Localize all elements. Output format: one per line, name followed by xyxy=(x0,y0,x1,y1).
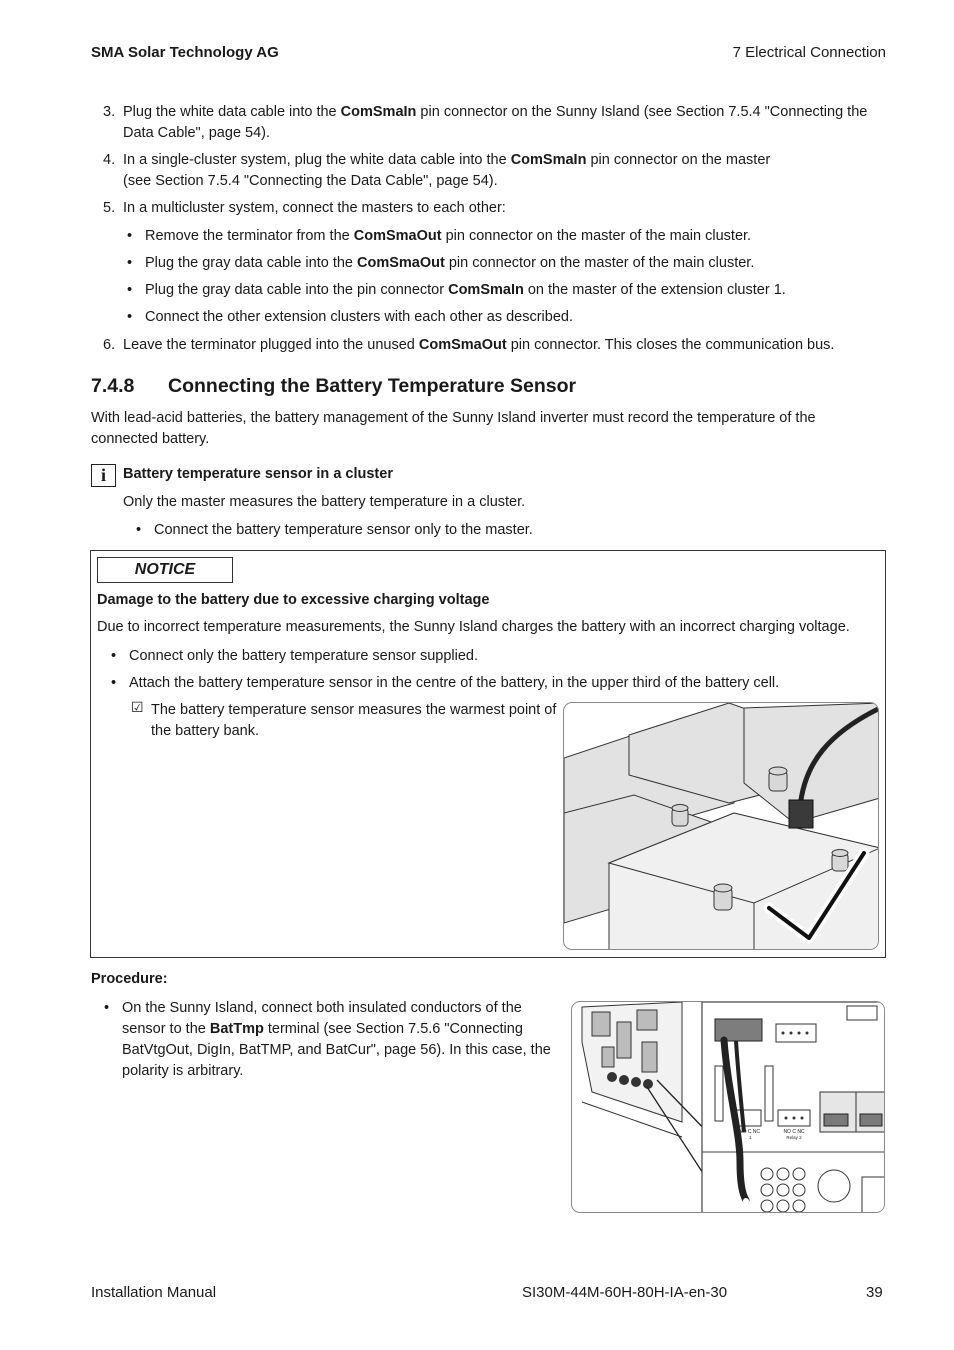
step-text: In a multicluster system, connect the masters to each other: xyxy=(123,200,506,216)
terminal-connection-illustration xyxy=(571,1001,885,1213)
substep-keyword: ComSmaOut xyxy=(357,255,445,271)
bullet-dot: • xyxy=(111,675,117,691)
section-title: Connecting the Battery Temperature Sensor xyxy=(168,375,577,397)
step-number: 5. xyxy=(103,200,116,216)
bullet-dot: • xyxy=(136,522,142,538)
info-bullet xyxy=(136,520,836,541)
battery-sensor-illustration xyxy=(563,702,879,950)
substep-keyword: ComSmaIn xyxy=(448,282,524,298)
notice-bullet-2 xyxy=(111,673,871,694)
substep-4 xyxy=(127,307,887,328)
procedure-bullet xyxy=(104,998,554,1082)
substep-text: pin connector on the master of the main cluster. xyxy=(441,228,752,244)
section-heading xyxy=(91,375,576,398)
substep-text: Remove the terminator from the xyxy=(145,228,354,244)
step-5 xyxy=(91,198,891,219)
substep-keyword: ComSmaOut xyxy=(353,228,442,244)
substep-1 xyxy=(127,226,887,247)
procedure-text: On the Sunny Island, connect both insulated conductors of the sensor to the xyxy=(122,1000,522,1037)
notice-label: NOTICE xyxy=(97,557,233,583)
procedure-keyword: BatTmp xyxy=(209,1021,264,1037)
step-text: (see Section 7.5.4 "Connecting the Data Cable", page 54). xyxy=(123,173,498,189)
footer-document-id: SI30M-44M-60H-80H-IA-en-30 xyxy=(522,1284,728,1301)
relay-2-terminal-label: NO C NC xyxy=(783,1129,805,1135)
procedure-text: terminal (see Section 7.5.6 "Connecting BatVtgOut, DigIn, BatTMP, and BatCur", page 56). In this case, the polarity is arbitrary. xyxy=(122,1021,551,1079)
notice-bullet-text: Connect only the battery temperature sensor supplied. xyxy=(129,648,479,664)
step-text: Plug the white data cable into the xyxy=(123,104,341,120)
notice-title: Damage to the battery due to excessive charging voltage xyxy=(97,592,490,608)
bullet-dot: • xyxy=(127,255,133,271)
step-text: pin connector on the master xyxy=(586,152,771,168)
procedure-title: Procedure: xyxy=(91,971,168,987)
step-number: 6. xyxy=(103,337,116,353)
battery-diagram xyxy=(564,703,879,950)
step-3 xyxy=(91,102,891,144)
info-text: Only the master measures the battery temperature in a cluster. xyxy=(123,494,526,510)
step-keyword: ComSmaOut xyxy=(418,337,507,353)
bullet-dot: • xyxy=(127,228,133,244)
bullet-dot: • xyxy=(127,282,133,298)
section-number: 7.4.8 xyxy=(91,375,135,397)
step-text: pin connector. This closes the communication bus. xyxy=(506,337,835,353)
step-6 xyxy=(91,335,891,356)
notice-bullet-1 xyxy=(111,646,871,667)
footer-manual: Installation Manual xyxy=(91,1284,217,1301)
relay-1-terminal-label: NO C NC xyxy=(739,1129,761,1135)
step-text: pin connector on the Sunny Island (see Section 7.5.4 "Connecting the Data Cable", page 54). xyxy=(123,104,868,141)
relay-2-caption: Relay 2 xyxy=(786,1135,802,1140)
notice-bullet-text: Attach the battery temperature sensor in the centre of the battery, in the upper third of the battery cell. xyxy=(129,675,780,691)
step-text: Leave the terminator plugged into the unused xyxy=(123,337,419,353)
step-text: In a single-cluster system, plug the white data cable into the xyxy=(123,152,511,168)
notice-text: Due to incorrect temperature measurements, the Sunny Island charges the battery with an incorrect charging voltage. xyxy=(97,619,850,635)
substep-text: Plug the gray data cable into the pin connector xyxy=(145,282,449,298)
terminal-diagram xyxy=(572,1002,885,1213)
notice-result: The battery temperature sensor measures the warmest point of the battery bank. xyxy=(151,702,557,739)
step-4 xyxy=(91,150,891,192)
substep-3 xyxy=(127,280,887,301)
step-number: 4. xyxy=(103,152,116,168)
info-title: Battery temperature sensor in a cluster xyxy=(123,466,393,482)
bullet-dot: • xyxy=(111,648,117,664)
step-keyword: ComSmaIn xyxy=(510,152,587,168)
checkbox-checked-icon: ☑ xyxy=(131,700,144,716)
bullet-dot: • xyxy=(104,1000,110,1016)
substep-text: pin connector on the master of the main cluster. xyxy=(444,255,755,271)
section-intro: With lead-acid batteries, the battery management of the Sunny Island inverter must record the temperature of the connected battery. xyxy=(91,410,816,447)
header-chapter: 7 Electrical Connection xyxy=(732,44,886,61)
page-number: 39 xyxy=(866,1284,883,1301)
header-company: SMA Solar Technology AG xyxy=(91,44,279,61)
step-number: 3. xyxy=(103,104,116,120)
bullet-dot: • xyxy=(127,309,133,325)
info-bullet-text: Connect the battery temperature sensor only to the master. xyxy=(154,522,533,538)
substep-text: Connect the other extension clusters with each other as described. xyxy=(145,309,573,325)
info-icon: i xyxy=(91,464,116,487)
substep-2 xyxy=(127,253,887,274)
substep-text: on the master of the extension cluster 1. xyxy=(523,282,786,298)
relay-1-caption: 1 xyxy=(749,1135,752,1140)
substep-text: Plug the gray data cable into the xyxy=(145,255,358,271)
step-keyword: ComSmaIn xyxy=(340,104,417,120)
